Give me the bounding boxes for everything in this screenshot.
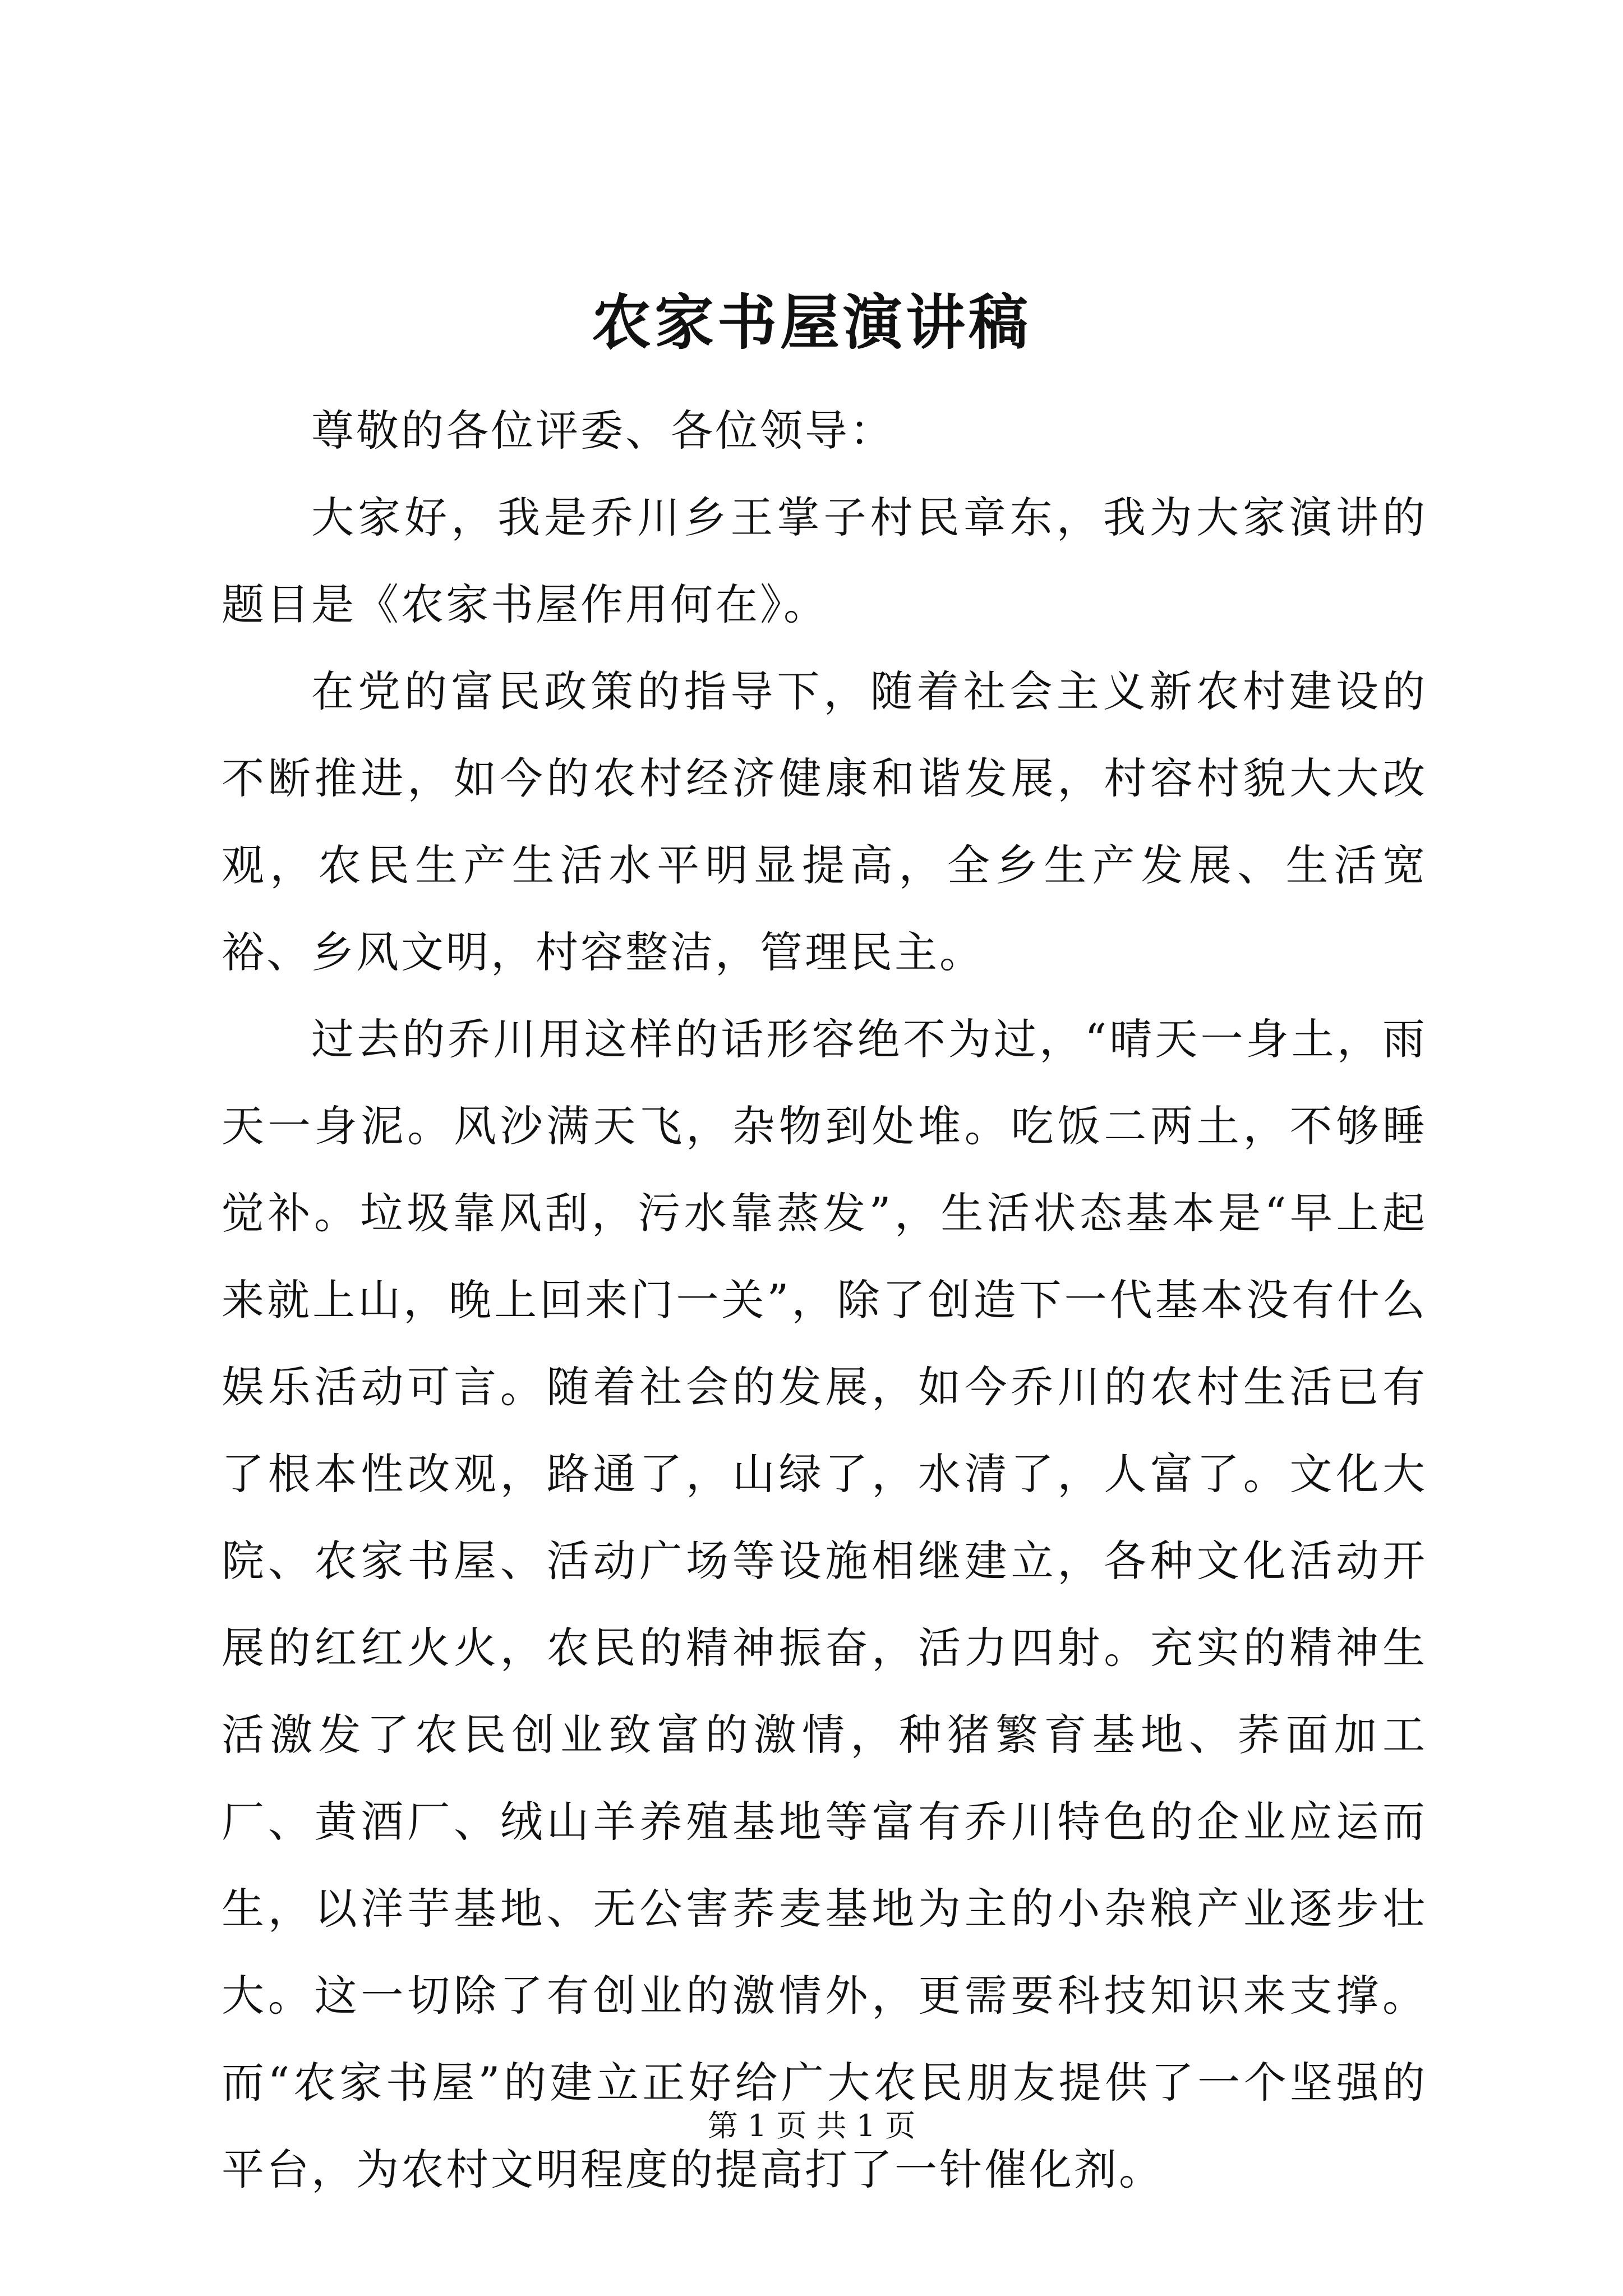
- policy-paragraph: 在党的富民政策的指导下，随着社会主义新农村建设的不断推进，如今的农村经济健康和谐发展，村容村貌大大改观，农民生产生活水平明显提高，全乡生产发展、生活宽裕、乡风文明，村容整洁，管理民主。: [222, 666, 1427, 977]
- history-paragraph: 过去的乔川用这样的话形容绝不为过，“晴天一身土，雨天一身泥。风沙满天飞，杂物到处堆。吃饭二两土，不够睡觉补。垃圾靠风刮，污水靠蒸发”，生活状态基本是“早上起来就上山，晚上回来门一关”，除了创造下一代基本没有什么娱乐活动可言。随着社会的发展，如今乔川的农村生活已有了根本性改观，路通了，山绿了，水清了，人富了。文化大院、农家书屋、活动广场等设施相继建立，各种文化活动开展的红红火火，农民的精神振奋，活力四射。充实的精神生活激发了农民创业致富的激情，种猪繁育基地、荞面加工厂、黄酒厂、绒山羊养殖基地等富有乔川特色的企业应运而生，以洋芋基地、无公害荞麦基地为主的小杂粮产业逐步壮大。这一切除了有创业的激情外，更需要科技知识来支撑。而“农家书屋”的建立正好给广大农民朋友提供了一个坚强的平台，为农村文明程度的提高打了一针催化剂。: [222, 1014, 1427, 2194]
- document-title: 农家书屋演讲稿: [592, 287, 1031, 357]
- salutation-paragraph: 尊敬的各位评委、各位领导：: [311, 406, 895, 455]
- intro-paragraph: 大家好，我是乔川乡王掌子村民章东，我为大家演讲的题目是《农家书屋作用何在》。: [222, 493, 1427, 629]
- document-body: [222, 387, 1427, 2213]
- page-number-footer: 第 1 页 共 1 页: [707, 2108, 916, 2143]
